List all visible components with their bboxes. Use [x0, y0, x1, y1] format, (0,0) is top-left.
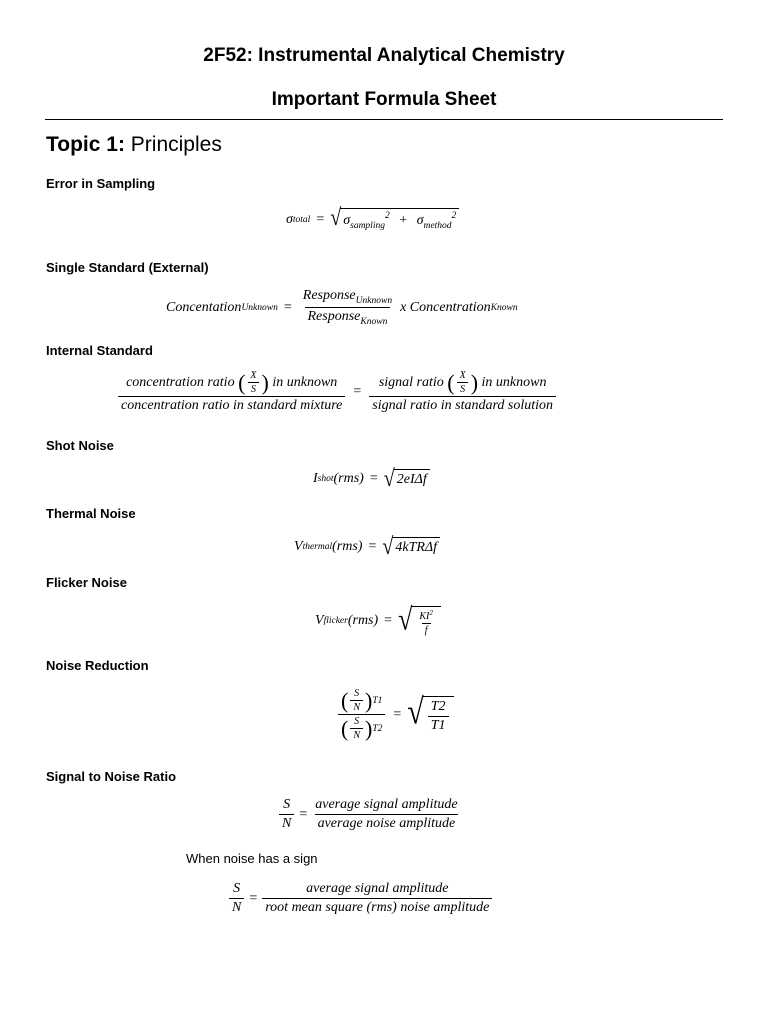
- formula-noise-reduction: ( $\frac{S}{N}$ ) T1 ( $\frac{S}{N}$ ) T2 = √ $\frac{T2}{T1}$: [336, 688, 454, 741]
- heading-shot-noise: Shot Noise: [46, 438, 114, 453]
- formula-snr-rms: $\frac{S}{N}$ = $\frac{\text{average signal amplitude}}{\text{root mean square (rms) noise amplitude}}$: [227, 881, 494, 916]
- heading-snr: Signal to Noise Ratio: [46, 769, 177, 784]
- sheet-title: Important Formula Sheet: [271, 89, 497, 110]
- formula-error-sampling: σ total = √ $\sigma_{sampling}^2 + \sigma_{method}^2$: [286, 208, 459, 231]
- formula-snr: $\frac{S}{N}$ = $\frac{\text{average signal amplitude}}{\text{average noise amplitude}}$: [277, 797, 463, 832]
- heading-error-sampling: Error in Sampling: [46, 176, 156, 191]
- heading-internal-standard: Internal Standard: [46, 343, 153, 358]
- topic-label: Topic 1:: [46, 133, 125, 156]
- topic-name: Principles: [130, 133, 222, 156]
- heading-single-standard: Single Standard (External): [46, 260, 209, 275]
- formula-internal-standard: concentration ratio ( $\frac{X}{S}$ ) in unknown concentration ratio in standard mixture = signal ratio ( $\frac{X}{S}$ ) in unknown signal ratio in standard solution: [116, 370, 558, 414]
- formula-flicker-noise: V flicker (rms) = √ $\frac{KI^2}{f}$: [315, 606, 441, 636]
- formula-shot-noise: I shot (rms) = √ 2eIΔf: [313, 469, 430, 489]
- heading-flicker-noise: Flicker Noise: [46, 575, 127, 590]
- heading-noise-reduction: Noise Reduction: [46, 658, 149, 673]
- note-signed-noise: When noise has a sign: [186, 851, 318, 866]
- heading-thermal-noise: Thermal Noise: [46, 506, 136, 521]
- topic-heading: [46, 133, 222, 157]
- header-divider: [45, 119, 723, 120]
- formula-single-standard: Concentation Unknown = $\frac{Response_{Unknown}}{Response_{Known}}$ x Concentration Known: [166, 288, 518, 327]
- course-title: 2F52: Instrumental Analytical Chemistry: [203, 45, 565, 66]
- formula-thermal-noise: V thermal (rms) = √ 4kTRΔf: [294, 537, 440, 557]
